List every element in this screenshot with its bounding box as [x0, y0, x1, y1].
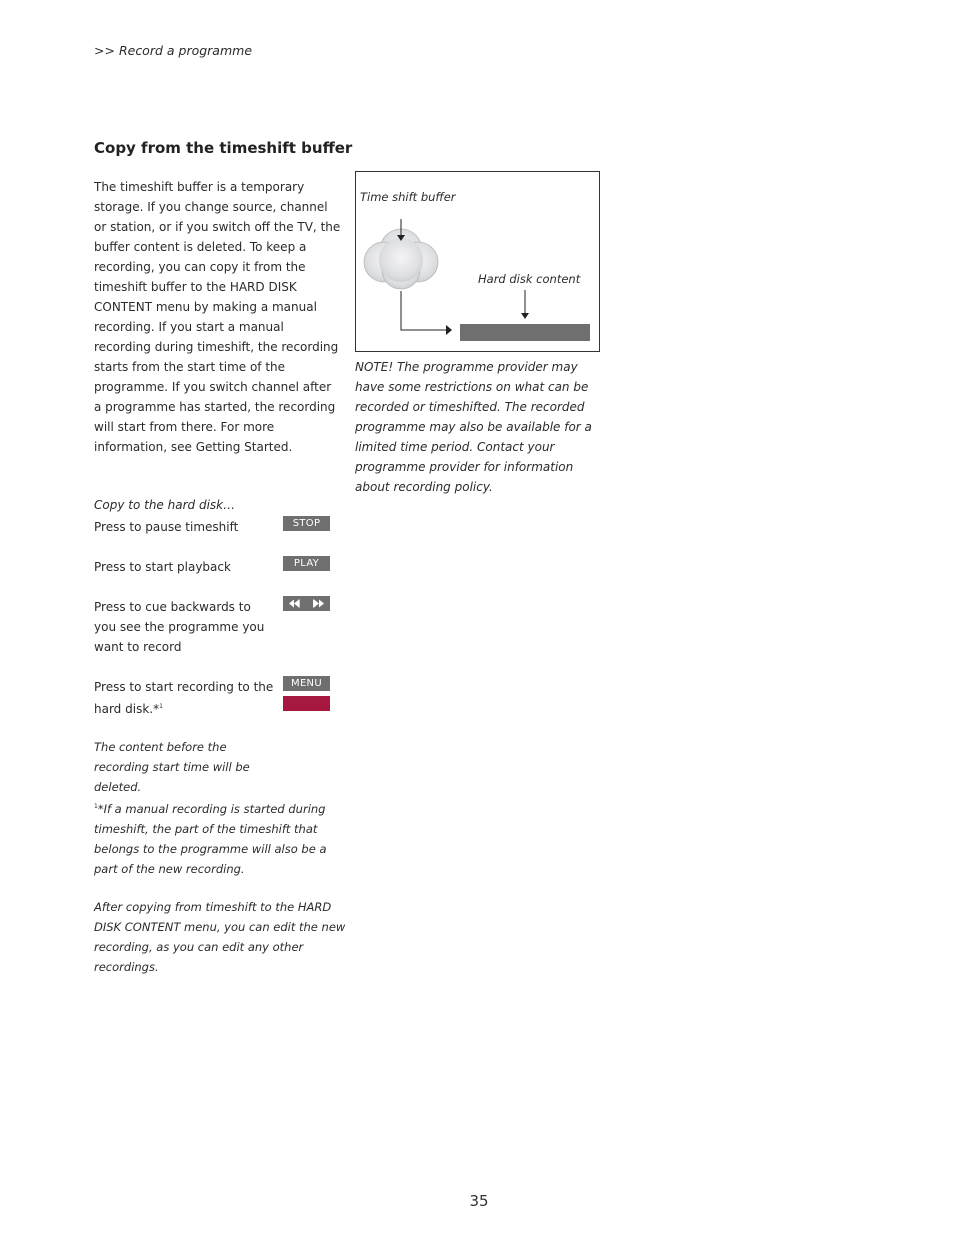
step-record — [94, 677, 274, 719]
step-playback: Press to start playback — [94, 560, 231, 574]
step-cue: Press to cue backwards to you see the programme you want to record — [94, 600, 265, 654]
rewind-icon — [289, 600, 300, 608]
timeshift-diagram — [355, 171, 600, 352]
menu-key: MENU — [283, 676, 330, 691]
provider-note: NOTE! The programme provider may have some restrictions on what can be recorded or timeshifted. The recorded programme may also be available for a limited time period. Contact your programme provider for information about recording policy. — [355, 360, 592, 494]
footnote-text: *If a manual recording is started during timeshift, the part of the timeshift that belongs to the programme will also be a part of the new recording. — [94, 801, 327, 876]
deleted-note: The content before the recording start time will be deleted. — [94, 740, 250, 794]
arrow-to-disk-head — [446, 325, 452, 335]
step-record-text: Press to start recording to the hard disk.* — [94, 680, 274, 716]
diagram-label-content: Hard disk content — [478, 272, 581, 286]
section-body: The timeshift buffer is a temporary storage. If you change source, channel or station, or if you switch off the TV, the buffer content is deleted. To keep a recording, you can copy it from the timeshift buffer to the HARD DISK CONTENT menu by making a manual recording. If you start a manual recording during timeshift, the recording starts from the start time of the programme. If you switch channel after a programme has started, the recording will start from there. For more information, see Getting Started. — [94, 180, 341, 454]
fast-forward-icon — [313, 600, 324, 608]
breadcrumb-arrows: >> — [94, 43, 115, 58]
stop-key: STOP — [283, 516, 330, 531]
footnote-mark: 1 — [94, 803, 98, 810]
cue-keys — [283, 596, 330, 611]
step-pause: Press to pause timeshift — [94, 520, 239, 534]
red-key — [283, 696, 330, 711]
breadcrumb-label: Record a programme — [118, 43, 253, 58]
page-number: 35 — [469, 1192, 489, 1210]
section-title: Copy from the timeshift buffer — [94, 139, 353, 157]
arrow-to-disk — [401, 291, 448, 330]
arrow-to-content-head — [521, 313, 529, 319]
after-copy-note: After copying from timeshift to the HARD DISK CONTENT menu, you can edit the new recording, as you can edit any other recordings. — [94, 900, 346, 974]
hard-disk-bar — [460, 324, 590, 341]
diagram-graphics — [356, 172, 599, 351]
diagram-label-buffer: Time shift buffer — [360, 190, 456, 204]
breadcrumb — [94, 43, 252, 58]
footnote — [94, 797, 346, 879]
steps-title: Copy to the hard disk… — [94, 498, 236, 512]
play-key: PLAY — [283, 556, 330, 571]
step-record-superscript: 1 — [159, 703, 163, 710]
